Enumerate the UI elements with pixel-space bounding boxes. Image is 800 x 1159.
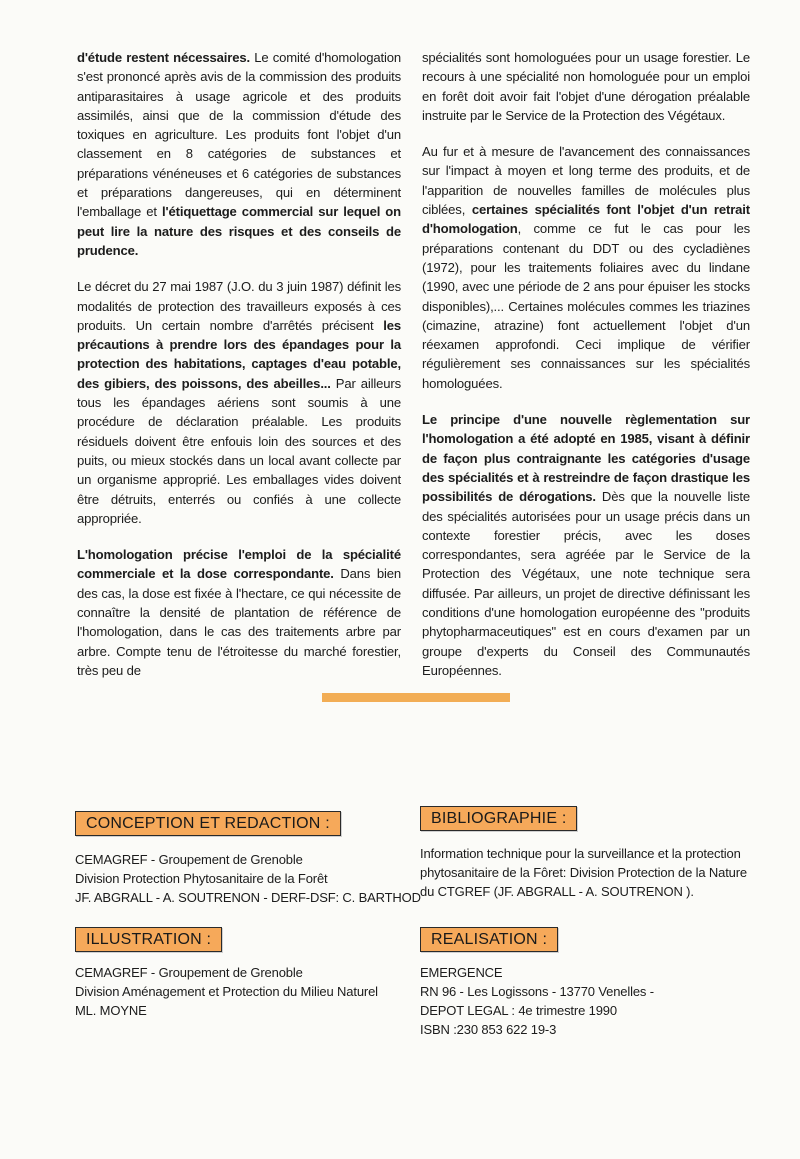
bold-text: certaines spécialités font l'objet d'un retrait d'homologation	[422, 202, 750, 237]
bold-text: Le principe d'une nouvelle règlementation sur l'homologation a été adopté en 1985, visant à définir de façon plus contraignante les catégories d'usage des spécialités et à restreindre de façon drastique les possibilités de dérogations.	[422, 412, 750, 505]
credit-line: CEMAGREF - Groupement de Grenoble	[75, 965, 303, 980]
body-text: Par ailleurs tous les épandages aériens sont soumis à une procédure de déclaration préalable. Les produits résiduels doivent être enfouis loin des sources et des puits, ou mieux stockés dans un local avant collecte par un organisme approprié. Les emballages vides doivent être détruits, enterrés ou confiés à une collecte appropriée.	[77, 375, 402, 526]
bold-text: L'homologation précise l'emploi de la spécialité commerciale et la dose correspondante.	[77, 547, 401, 582]
body-text: Dès que la nouvelle liste des spécialités autorisées pour un usage précis dans un contexte forestier précis, avec les doses correspondantes, sera agréée par le Service de la Protection des Végétaux, une note technique sera diffusée. Par ailleurs, un projet de directive définissant les conditions d'une homologation européenne des "produits phytopharmaceutiques" est en cours d'examen par un groupe d'experts du Conseil des Communautés Européennes.	[422, 489, 750, 678]
bibliographie-label: BIBLIOGRAPHIE :	[420, 806, 577, 831]
realisation-body	[420, 963, 750, 1039]
paragraph-homologation-emploi	[77, 545, 401, 680]
orange-divider	[322, 693, 510, 702]
conception-label: CONCEPTION ET REDACTION :	[75, 811, 341, 836]
bibliographie-section	[420, 806, 750, 901]
credit-line: DEPOT LEGAL : 4e trimestre 1990	[420, 1003, 617, 1018]
conception-body	[75, 850, 421, 907]
bibliographie-body	[420, 844, 750, 901]
illustration-section	[75, 927, 415, 1020]
credit-line: ML. MOYNE	[75, 1003, 147, 1018]
credit-line: Division Protection Phytosanitaire de la Forêt	[75, 871, 328, 886]
illustration-label: ILLUSTRATION :	[75, 927, 222, 952]
bibliography-text: Information technique pour la surveillance et la protection phytosanitaire de la Fôret: Division Protection de la Nature du CTGREF (JF. ABGRALL - A. SOUTRENON ).	[420, 846, 748, 899]
paragraph-decret-1987	[77, 277, 401, 528]
paragraph-nouvelle-reglementation	[422, 410, 750, 680]
right-column	[422, 48, 750, 697]
credit-line: CEMAGREF - Groupement de Grenoble	[75, 852, 303, 867]
realisation-label: REALISATION :	[420, 927, 558, 952]
body-text: Au fur et à mesure de l'avancement des connaissances sur l'impact à moyen et long terme des produits, et de l'apparition de nouvelles familles de molécules plus ciblées,	[422, 144, 750, 218]
realisation-section	[420, 927, 750, 1039]
body-text: spécialités sont homologuées pour un usage forestier. Le recours à une spécialité non homologuée pour un emploi en forêt doit avoir fait l'objet d'une dérogation préalable instruite par le Service de la Protection des Végétaux.	[422, 50, 750, 123]
body-text: Dans bien des cas, la dose est fixée à l'hectare, ce qui nécessite de connaître la densité de plantation de référence de l'homologation, dans le cas des traitements arbre par arbre. Compte tenu de l'étroitesse du marché forestier, très peu de	[77, 566, 401, 678]
credit-line: RN 96 - Les Logissons - 13770 Venelles -	[420, 984, 654, 999]
credit-line: JF. ABGRALL - A. SOUTRENON - DERF-DSF: C. BARTHOD	[75, 890, 421, 905]
left-column	[77, 48, 401, 697]
paragraph-retrait-homologation	[422, 142, 750, 393]
paragraph-usage-forestier	[422, 48, 750, 125]
body-text: Le comité d'homologation s'est prononcé après avis de la commission des produits antiparasitaires à usage agricole et des produits assimilés, ainsi que de la commission d'étude des toxiques en agriculture. Les produits font l'objet d'un classement en 8 catégories de substances et préparations vénéneuses et 6 catégories de substances et préparations dangereuses, qui en déterminent l'emballage et	[77, 50, 401, 220]
illustration-body	[75, 963, 415, 1020]
conception-section	[75, 811, 421, 907]
body-text: , comme ce fut le cas pour les préparations contenant du DDT ou des cycladiènes (1972), pour les traitements foliaires avec du lindane (1990, avec une période de 2 ans pour épuiser les stocks disponibles),... Certaines molécules commes les triazines (cimazine, atrazine) font actuellement l'objet d'un réexamen approfondi. Ceci implique de vérifier régulièrement ses connaissances sur les spécialités homologuées.	[422, 221, 750, 391]
body-text: Le décret du 27 mai 1987 (J.O. du 3 juin 1987) définit les modalités de protection des travailleurs exposés à ces produits. Un certain nombre d'arrêtés précisent	[77, 279, 401, 333]
credit-line: ISBN :230 853 622 19-3	[420, 1022, 557, 1037]
credit-line: EMERGENCE	[420, 965, 503, 980]
credit-line: Division Aménagement et Protection du Milieu Naturel	[75, 984, 378, 999]
paragraph-comite-homologation	[77, 48, 401, 260]
bold-text: les précautions à prendre lors des épandages pour la protection des habitations, captages d'eau potable, des gibiers, des poissons, des abeilles...	[77, 317, 401, 391]
bold-text: d'étude restent nécessaires.	[77, 50, 250, 65]
bold-text: l'étiquettage commercial sur lequel on peut lire la nature des risques et des conseils de prudence.	[77, 204, 402, 258]
